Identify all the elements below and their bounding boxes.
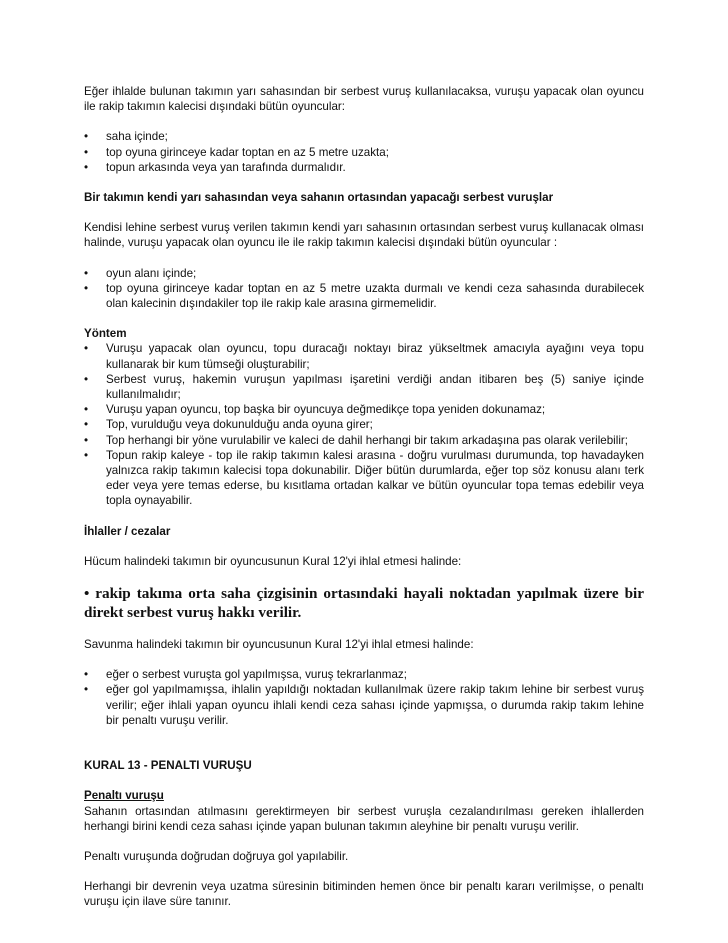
list-item: • top oyuna girinceye kadar toptan en az 5 metre uzakta; — [84, 145, 389, 159]
list-conditions-1 — [84, 129, 644, 175]
bullet: • — [84, 281, 89, 295]
list-item: • Top herhangi bir yöne vurulabilir ve kaleci de dahil herhangi bir takım arkadaşına pas olarak verilebilir; — [84, 433, 628, 447]
bullet: • — [84, 448, 89, 462]
bullet: • — [84, 433, 89, 447]
paragraph-intro: Eğer ihlalde bulunan takımın yarı sahasından bir serbest vuruş kullanılacaksa, vuruşu yapacak olan oyuncu ile rakip takımın kalecisi dışındaki bütün oyuncular: — [84, 85, 644, 114]
list-item: • Serbest vuruş, hakemin vuruşun yapılması işaretini verdiği andan itibaren beş (5) saniye içinde kullanılmalıdır; — [84, 372, 644, 402]
list-item: • topun arkasında veya yan tarafında durmalıdır. — [84, 160, 346, 174]
paragraph-penalty-goal: Penaltı vuruşunda doğrudan doğruya gol yapılabilir. — [84, 849, 349, 863]
list-item: • Vuruşu yapan oyuncu, top başka bir oyuncuya değmedikçe topa yeniden dokunamaz; — [84, 403, 546, 417]
paragraph-attacking: Hücum halindeki takımın bir oyuncusunun Kural 12'yi ihlal etmesi halinde: — [84, 554, 462, 568]
list-defending — [84, 667, 644, 728]
penalty-kick-heading: Penaltı vuruşu — [84, 789, 164, 803]
bullet: • — [84, 130, 89, 144]
rule-13-heading: KURAL 13 - PENALTI VURUŞU — [84, 759, 252, 773]
bullet: • — [84, 585, 90, 603]
list-item: • eğer o serbest vuruşta gol yapılmışsa, vuruş tekrarlanmaz; — [84, 668, 407, 682]
list-item: • Top, vurulduğu veya dokunulduğu anda oyuna girer; — [84, 418, 373, 432]
bullet: • — [84, 668, 89, 682]
document-page — [84, 84, 644, 910]
section-heading-penalties: İhlaller / cezalar — [84, 524, 171, 538]
paragraph-penalty-awarded: Sahanın ortasından atılmasını gerektirmeyen bir serbest vuruşla cezalandırılması gereken ihlallerden herhangi birini kendi ceza sahası içinde yapan bulunan takımın aleyhine bir penaltı vuruşu verilir. — [84, 804, 644, 833]
bullet: • — [84, 266, 89, 280]
paragraph-direct-free-kick — [84, 584, 644, 622]
bullet: • — [84, 145, 89, 159]
bullet: • — [84, 160, 89, 174]
bullet: • — [84, 403, 89, 417]
paragraph-extra-time: Herhangi bir devrenin veya uzatma süresinin bitiminden hemen önce bir penaltı kararı verilmişse, o penaltı vuruşu için ilave süre tanınır. — [84, 880, 644, 909]
direct-free-kick-text: rakip takıma orta saha çizgisinin ortasındaki hayali noktadan yapılmak üzere bir direkt serbest vuruş hakkı verilir. — [84, 585, 645, 622]
section-heading-method: Yöntem — [84, 327, 127, 341]
bullet: • — [84, 683, 89, 697]
paragraph-own-half: Kendisi lehine serbest vuruş verilen takımın kendi yarı sahasının ortasından serbest vuruş kullanacak olması halinde, vuruşu yapacak olan oyuncu ile ile rakip takımın kalecisi dışındaki bütün oyuncular : — [84, 221, 644, 250]
bullet: • — [84, 418, 89, 432]
list-method — [84, 341, 644, 508]
list-item: • Topun rakip kaleye - top ile rakip takımın kalesi arasına - doğru vurulması durumunda, top havadayken yalnızca rakip takımın kalecisi topa dokunabilir. Diğer bütün durumlarda, eğer top söz konusu alanı terk eder veya yere temas ederse, bu kısıtlama ortadan kalkar ve bütün oyuncular topa temas edebilir veya topla oynayabilir. — [84, 448, 644, 508]
list-item: • Vuruşu yapacak olan oyuncu, topu duracağı noktayı biraz yükseltmek amacıyla ayağını veya topu kullanarak bir kum tümseği oluşturabilir; — [84, 342, 644, 371]
list-item: • oyun alanı içinde; — [84, 266, 197, 280]
list-item: • top oyuna girinceye kadar toptan en az 5 metre uzakta durmalı ve kendi ceza sahasında durabilecek olan kalecinin dışındakiler top ile rakip kale arasına girmemelidir. — [84, 281, 644, 311]
bullet: • — [84, 372, 89, 386]
list-item: • eğer gol yapılmamışsa, ihlalin yapıldığı noktadan kullanılmak üzere rakip takım lehine bir serbest vuruş verilir; eğer ihlali yapan oyuncu ihlali kendi ceza sahası içinde yapmışsa, o durumda rakip takım lehine bir penaltı vuruşu verilir. — [84, 683, 644, 727]
paragraph-defending: Savunma halindeki takımın bir oyuncusunun Kural 12'yi ihlal etmesi halinde: — [84, 638, 474, 652]
list-item: • saha içinde; — [84, 130, 168, 144]
bullet: • — [84, 342, 89, 356]
section-heading: Bir takımın kendi yarı sahasından veya sahanın ortasından yapacağı serbest vuruşlar — [84, 191, 554, 205]
list-conditions-2 — [84, 266, 644, 312]
